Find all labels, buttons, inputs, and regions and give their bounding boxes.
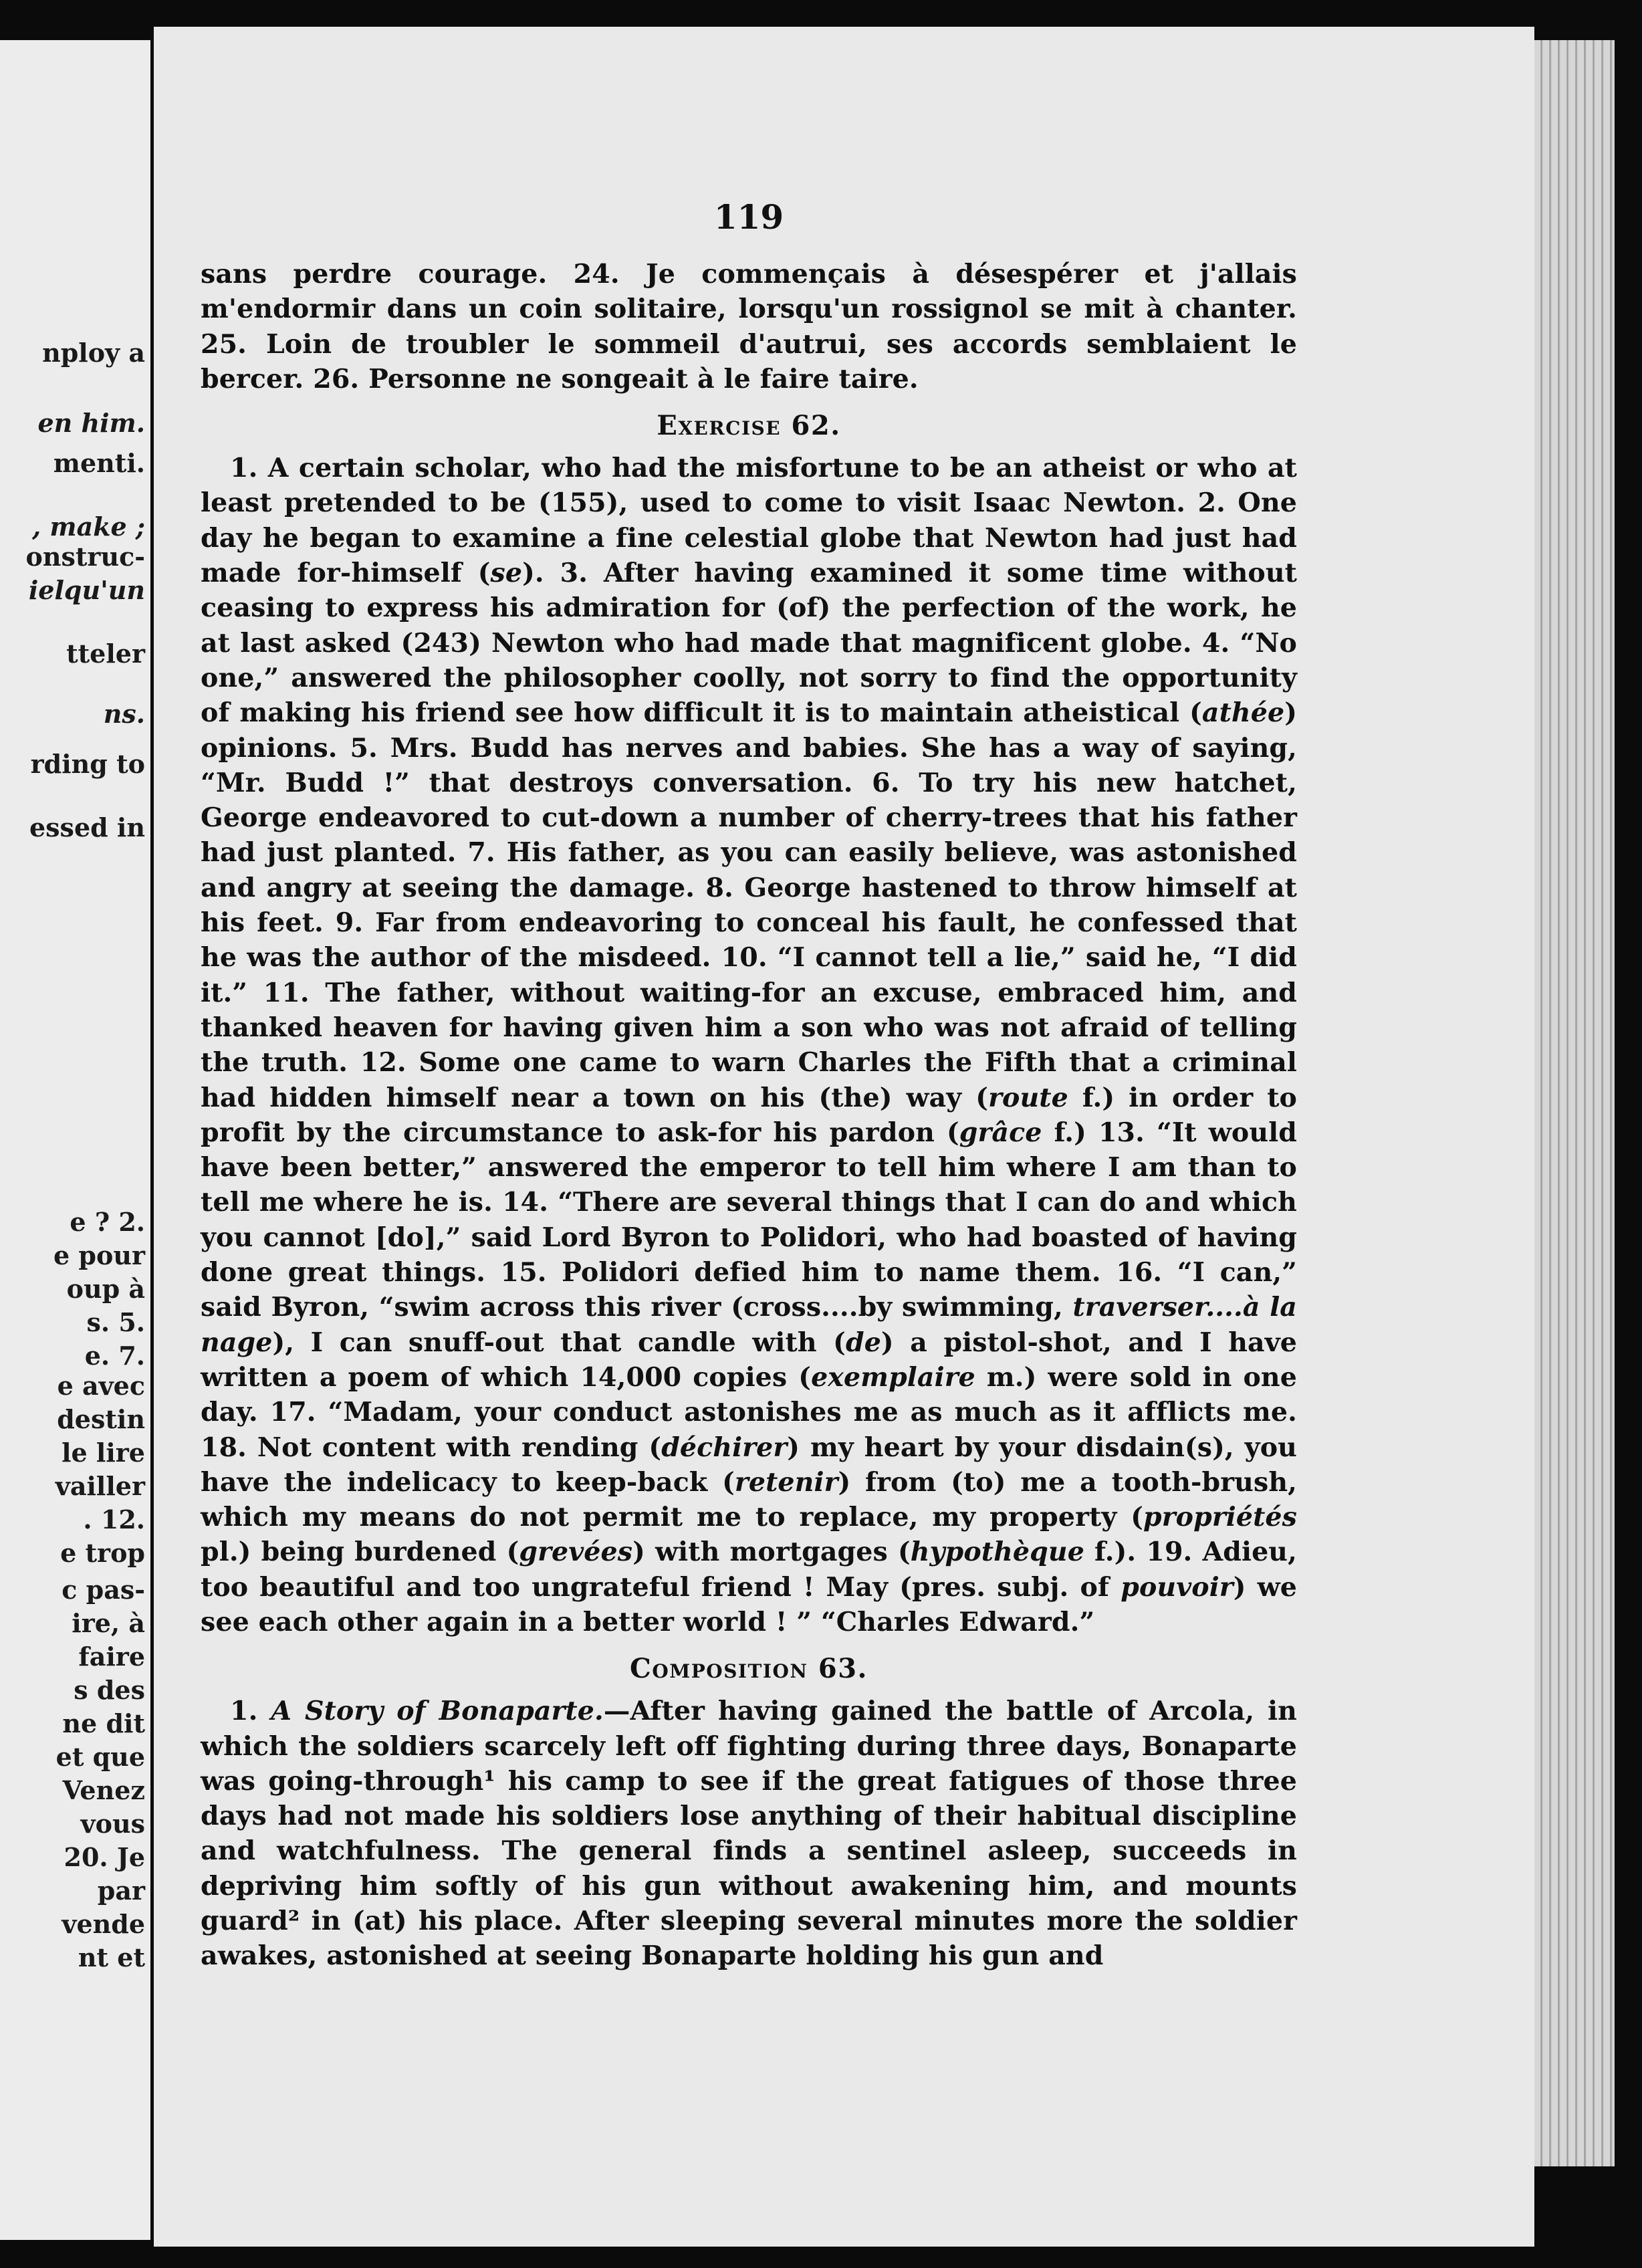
section-heading: Exercise 62.	[657, 410, 841, 442]
left-page-fragment: rding to	[30, 749, 145, 779]
italic-term: traverser....à la nage	[201, 1292, 1297, 1358]
text-run: pl.) being burdened (	[201, 1537, 519, 1568]
left-page-fragment: menti.	[53, 448, 145, 478]
left-page-fragment: 20. Je	[64, 1842, 145, 1872]
left-page-fragment: oup à	[66, 1274, 145, 1304]
left-page-fragment: destin	[57, 1404, 145, 1434]
italic-term: athée	[1201, 697, 1285, 729]
text-run: f.) in order to profit by the circumstance to ask-for his pardon (	[201, 1082, 1298, 1148]
paragraph	[201, 1694, 1297, 1973]
text-run: f.) 13. “It would have been better,” answered the emperor to tell him where I am than to tell me where he is. 14. “There are several things that I can do and which you cannot [do],” said Lord Byron to Polidori, who had boasted of having done great things. 15. Polidori defied him to name them. 16. “I can,” said Byron, “swim across this river (cross....by swimming,	[201, 1117, 1297, 1323]
text-run: ) with mortgages (	[632, 1537, 911, 1568]
italic-term: grevées	[519, 1537, 633, 1568]
left-page-fragment: ne dit	[62, 1708, 145, 1738]
page-number: 119	[713, 197, 784, 237]
left-page-fragment: vende	[62, 1909, 145, 1939]
left-page-fragment: e avec	[57, 1371, 145, 1401]
text-run: m.) were sold in one day. 17. “Madam, your conduct astonishes me as much as it afflicts me. 18. Not content with rending (	[201, 1361, 1297, 1463]
left-page-fragment: e trop	[60, 1538, 145, 1568]
left-page-fragment: Venez	[62, 1775, 145, 1805]
left-page-fragment: s des	[74, 1675, 145, 1705]
text-run: 1.	[230, 1696, 271, 1727]
left-page-fragment: et que	[55, 1742, 145, 1772]
text-run: ) a pistol-shot, and I have written a poem of which 14,000 copies (	[201, 1327, 1297, 1393]
page-content	[201, 197, 1297, 1974]
text-run: f.). 19. Adieu, too beautiful and too ungrateful friend ! May (pres. subj. of	[201, 1537, 1297, 1603]
left-page-fragment: le lire	[62, 1438, 145, 1468]
text-blocks	[201, 257, 1297, 1974]
text-run: —After having gained the battle of Arcola, in which the soldiers scarcely left off fighting during three days, Bonaparte was going-through¹ his camp to see if the great fatigues of those three days had not made his soldiers lose anything of their habitual discipline and watchfulness. The general finds a sentinel asleep, succeeds in depriving him softly of his gun without awakening him, and mounts guard² in (at) his place. After sleeping several minutes more the soldier awakes, astonished at seeing Bonaparte holding his gun and	[201, 1696, 1297, 1972]
italic-term: déchirer	[661, 1432, 788, 1463]
italic-term: retenir	[734, 1466, 838, 1498]
italic-term: se	[490, 558, 523, 589]
left-page-fragment: vous	[80, 1809, 145, 1839]
section-heading: Composition 63.	[630, 1653, 868, 1685]
text-run: 1. A certain scholar, who had the misfortune to be an atheist or who at least pretended to be (155), used to come to visit Isaac Newton. 2. One day he began to examine a fine celestial globe that Newton had just had made for-himself (	[201, 453, 1297, 589]
left-page-fragment: nt et	[78, 1942, 145, 1972]
left-page-fragment: en him.	[37, 408, 145, 438]
italic-term: de	[845, 1327, 881, 1358]
left-page-fragment: c pas-	[62, 1575, 145, 1605]
left-page-fragment: ire, à	[72, 1608, 145, 1638]
left-page-fragment: faire	[78, 1641, 145, 1672]
paragraph	[201, 451, 1297, 1639]
left-page-fragment: vailler	[55, 1471, 145, 1501]
italic-term: propriétés	[1143, 1502, 1297, 1533]
left-page-fragment: ns.	[103, 699, 145, 729]
text-run: ) from (to) me a tooth-brush, which my means do not permit me to replace, my property (	[201, 1466, 1297, 1533]
italic-term: pouvoir	[1121, 1571, 1234, 1603]
left-page-sliver	[0, 40, 150, 2240]
text-run: ) my heart by your disdain(s), you have the indelicacy to keep-back (	[201, 1432, 1298, 1498]
italic-term: grâce	[959, 1117, 1042, 1148]
text-run: ), I can snuff-out that candle with (	[272, 1327, 846, 1358]
left-page-fragment: e pour	[53, 1240, 145, 1270]
italic-term: A Story of Bonaparte.	[271, 1696, 604, 1727]
paragraph	[201, 257, 1297, 396]
text-run: ). 3. After having examined it some time without ceasing to express his admiration for (of) the perfection of the work, he at last asked (243) Newton who had made that magnificent globe. 4. “No one,” answered the philosopher coolly, not sorry to find the opportunity of making his friend see how difficult it is to maintain atheistical (	[201, 558, 1298, 729]
left-page-fragment: , make ;	[31, 512, 145, 542]
left-page-fragment: e ? 2.	[70, 1207, 145, 1237]
left-page-fragment: par	[97, 1876, 145, 1906]
left-page-fragment: ielqu'un	[28, 575, 145, 605]
italic-term: exemplaire	[811, 1361, 975, 1393]
left-page-fragment: . 12.	[83, 1504, 145, 1535]
text-run: ) we see each other again in a better world ! ” “Charles Edward.”	[201, 1571, 1297, 1637]
italic-term: route	[988, 1082, 1068, 1113]
left-page-fragment: nploy a	[42, 338, 145, 368]
text-run: sans perdre courage. 24. Je commençais à désespérer et j'allais m'endormir dans un coin solitaire, lorsqu'un rossignol se mit à chanter. 25. Loin de troubler le sommeil d'autrui, ses accords semblaient le bercer. 26. Personne ne songeait à le faire taire.	[201, 259, 1297, 394]
page-edges	[1534, 40, 1615, 2166]
left-page-fragment: e. 7.	[84, 1341, 145, 1371]
text-run: ) opinions. 5. Mrs. Budd has nerves and babies. She has a way of saying, “Mr. Budd !” that destroys conversation. 6. To try his new hatchet, George endeavored to cut-down a number of cherry-trees that his father had just planted. 7. His father, as you can easily believe, was astonished and angry at seeing the damage. 8. George hastened to throw himself at his feet. 9. Far from endeavoring to conceal his fault, he confessed that he was the author of the misdeed. 10. “I cannot tell a lie,” said he, “I did it.” 11. The father, without waiting-for an excuse, embraced him, and thanked heaven for having given him a son who was not afraid of telling the truth. 12. Some one came to warn Charles the Fifth that a criminal had hidden himself near a town on his (the) way (	[201, 697, 1297, 1113]
left-page-fragment: essed in	[29, 812, 145, 842]
left-page-fragment: tteler	[66, 639, 145, 669]
italic-term: hypothèque	[910, 1537, 1084, 1568]
left-page-fragment: s. 5.	[86, 1307, 145, 1337]
left-page-fragment: onstruc-	[25, 542, 145, 572]
